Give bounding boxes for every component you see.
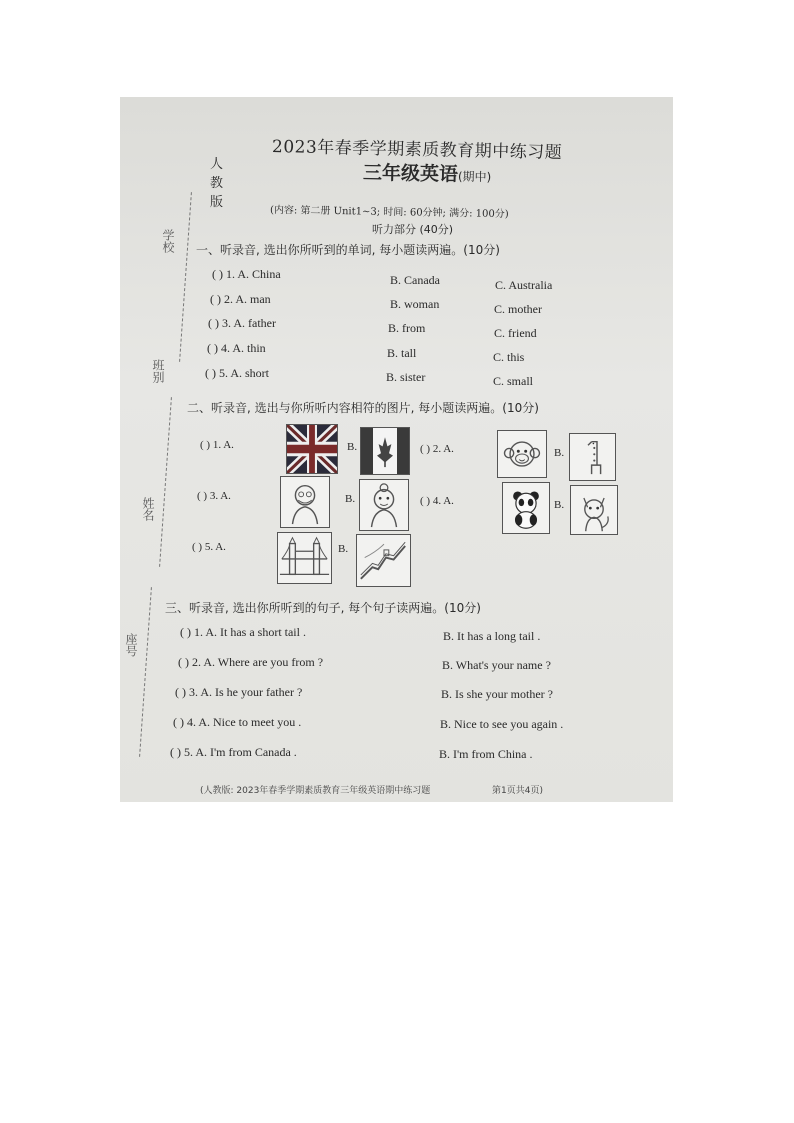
grandpa-icon <box>280 476 330 528</box>
s1-q4: ( ) 4. A. thin <box>207 341 266 355</box>
sidebar-school: 学校 <box>161 229 175 253</box>
section2-title: 二、听录音, 选出与你所听内容相符的图片, 每小题读两遍。(10分) <box>187 401 539 415</box>
s1-q1-c: C. Australia <box>495 278 553 292</box>
s3-q2-a: ( ) 2. A. Where are you from ? <box>178 655 324 669</box>
s2-q1: ( ) 1. A. <box>200 439 234 451</box>
sidebar-seat: 座号 <box>124 633 138 657</box>
exam-subtitle: 三年级英语(期中) <box>362 161 492 186</box>
section1-title: 一、听录音, 选出你所听到的单词, 每小题读两遍。(10分) <box>196 243 500 257</box>
canada-flag-icon <box>360 427 410 475</box>
s2-q3-b: B. <box>345 493 356 505</box>
footer-left: (人教版: 2023年春季学期素质教育三年级英语期中练习题 <box>200 786 431 796</box>
s1-q5-c: C. small <box>493 374 534 388</box>
exam-title: 2023年春季学期素质教育期中练习题 <box>271 136 563 164</box>
s1-q5: ( ) 5. A. short <box>205 366 269 380</box>
s1-q4-c: C. this <box>493 350 525 364</box>
s3-q4-b: B. Nice to see you again . <box>440 717 564 731</box>
s2-q4-b: B. <box>554 499 565 511</box>
s3-q5-b: B. I'm from China . <box>439 747 533 761</box>
monkey-icon <box>497 430 547 478</box>
edition-label: 人 教 版 <box>210 157 224 210</box>
footer-right: 第1页共4页) <box>492 786 543 796</box>
s2-q2: ( ) 2. A. <box>420 443 454 455</box>
listening-part-label: 听力部分 (40分) <box>372 223 454 236</box>
exam-photo <box>120 97 673 802</box>
s1-q3-b: B. from <box>388 321 426 335</box>
s3-q3-a: ( ) 3. A. Is he your father ? <box>175 685 303 699</box>
s1-q1-b: B. Canada <box>390 273 440 287</box>
s3-q3-b: B. Is she your mother ? <box>441 687 553 701</box>
s1-q4-b: B. tall <box>387 346 417 360</box>
binding-line <box>139 587 152 757</box>
uk-flag-icon <box>286 424 338 474</box>
s2-q1-b: B. <box>347 441 358 453</box>
great-wall-icon <box>356 534 411 587</box>
s1-q2: ( ) 2. A. man <box>210 292 271 306</box>
s1-q2-b: B. woman <box>390 297 440 311</box>
sidebar-class: 班别 <box>151 359 165 383</box>
section3-title: 三、听录音, 选出你所听到的句子, 每个句子读两遍。(10分) <box>165 601 481 615</box>
s2-q3: ( ) 3. A. <box>197 490 231 502</box>
s1-q1: ( ) 1. A. China <box>212 267 281 281</box>
panda-icon <box>502 482 550 534</box>
s2-q5-b: B. <box>338 543 349 555</box>
s2-q2-b: B. <box>554 447 565 459</box>
s2-q4: ( ) 4. A. <box>420 495 454 507</box>
s2-q5: ( ) 5. A. <box>192 541 226 553</box>
sidebar-name: 姓名 <box>141 497 155 521</box>
s3-q1-b: B. It has a long tail . <box>443 629 541 643</box>
s1-q2-c: C. mother <box>494 302 542 316</box>
s3-q4-a: ( ) 4. A. Nice to meet you . <box>173 715 302 729</box>
tower-bridge-icon <box>277 532 332 584</box>
giraffe-icon <box>569 433 616 481</box>
binding-line <box>159 397 172 567</box>
s3-q1-a: ( ) 1. A. It has a short tail . <box>180 625 306 639</box>
s1-q5-b: B. sister <box>386 370 426 384</box>
s3-q2-b: B. What's your name ? <box>442 658 551 672</box>
exam-info: (内容: 第二册 Unit1~3; 时间: 60分钟; 满分: 100分) <box>269 204 509 221</box>
cat-icon <box>570 485 618 535</box>
grandma-icon <box>359 479 409 531</box>
binding-line <box>179 192 192 362</box>
s1-q3-c: C. friend <box>494 326 537 340</box>
s1-q3: ( ) 3. A. father <box>208 316 276 330</box>
exam-subtitle-tag: (期中) <box>457 169 492 185</box>
s3-q5-a: ( ) 5. A. I'm from Canada . <box>170 745 297 759</box>
